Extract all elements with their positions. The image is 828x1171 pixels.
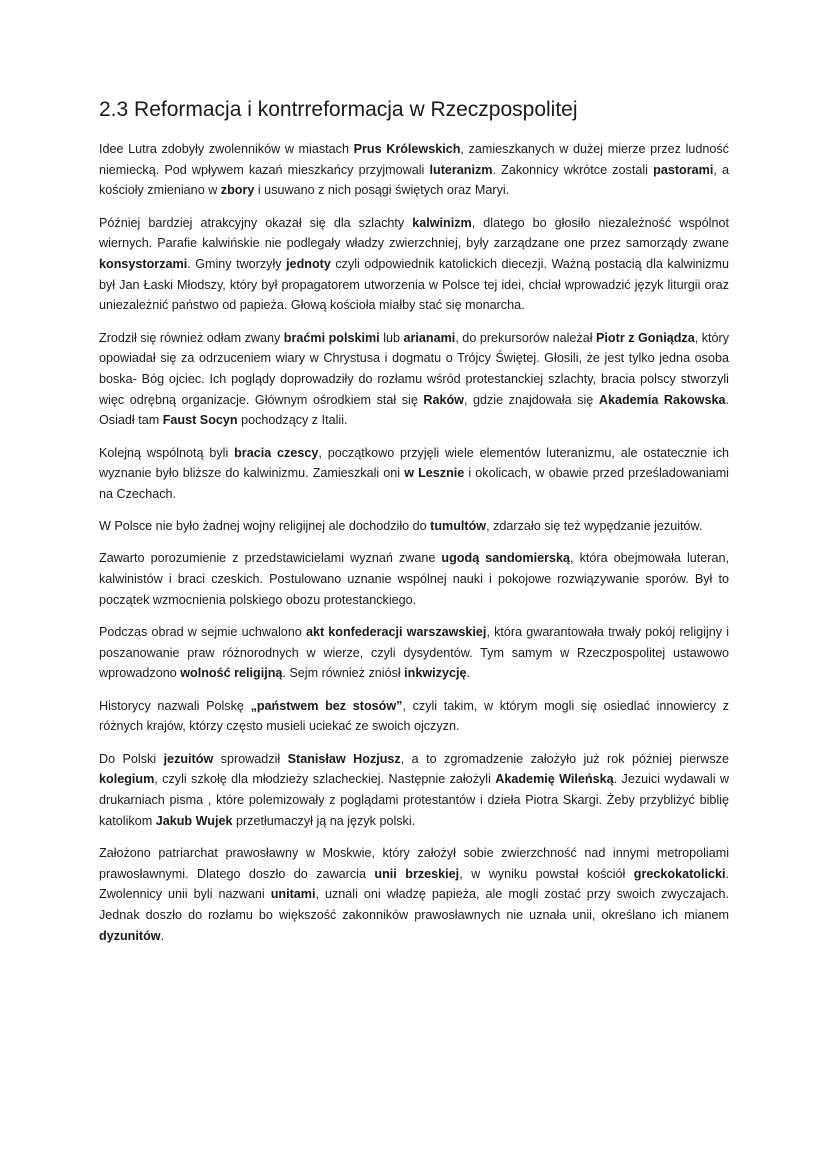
text-run: Podczas obrad w sejmie uchwalono [99, 625, 306, 640]
text-run: , czyli szkołę dla młodzieży szlacheckiej. Następnie założyli [154, 772, 496, 787]
text-run: Zrodził się również odłam zwany [99, 330, 284, 345]
paragraph-9 [99, 749, 729, 832]
bold-term: unii brzeskiej [374, 866, 460, 881]
text-run: , która obejmowała luteran, kalwinistów i braci czeskich. Postulowano uznanie wspólnej nauki i pokojowe rozwiązywanie sporów. Był to początek wzmocnienia polskiego obozu protestanckiego. [99, 551, 729, 607]
bold-term: Akademia Rakowska [598, 392, 726, 407]
paragraph-6 [99, 548, 729, 610]
paragraph-3 [99, 328, 729, 432]
text-run: Kolejną wspólnotą byli [99, 445, 235, 460]
text-run: Historycy nazwali Polskę [99, 698, 251, 713]
text-run: , do prekursorów należał [455, 330, 597, 345]
bold-term: Piotr z Goniądza [596, 330, 695, 345]
text-run: pochodzący z Italii. [237, 413, 348, 428]
text-run: , która gwarantowała trwały pokój religijny i poszanowanie praw różnorodnych w wierze, czyli dysydentów. Tym samym w Rzeczpospolitej ustawowo wprowadzono [99, 625, 729, 681]
text-run: . Zakonnicy wkrótce zostali [492, 162, 654, 177]
bold-term: Faust Socyn [162, 413, 238, 428]
text-run: Do Polski [99, 751, 164, 766]
bold-term: ugodą sandomierską [441, 551, 570, 566]
bold-term: Akademię Wileńską [495, 772, 614, 787]
text-run: Później bardziej atrakcyjny okazał się dla szlachty [99, 215, 413, 230]
text-run: i usuwano z nich posągi świętych oraz Maryi. [254, 183, 510, 198]
text-run: , w wyniku powstał kościół [459, 866, 634, 881]
bold-term: greckokatolicki [633, 866, 726, 881]
paragraph-5 [99, 516, 729, 537]
bold-term: arianami [403, 330, 456, 345]
document-body [99, 139, 729, 946]
text-run: Idee Lutra zdobyły zwolenników w miastach [99, 142, 354, 156]
bold-term: bracia czescy [234, 445, 319, 460]
text-run: . [160, 928, 165, 943]
bold-term: wolność religijną [180, 666, 283, 681]
text-run: W Polsce nie było żadnej wojny religijnej ale dochodziło do [99, 519, 431, 534]
text-run: . Osiadł tam [99, 392, 729, 428]
text-run: . Gminy tworzyły [187, 257, 287, 272]
bold-term: zbory [220, 183, 255, 198]
bold-term: braćmi polskimi [283, 330, 380, 345]
text-run: , zdarzało się też wypędzanie jezuitów. [486, 519, 703, 534]
bold-term: w Lesznie [404, 466, 465, 481]
paragraph-1 [99, 139, 729, 201]
bold-term: „państwem bez stosów” [250, 698, 403, 713]
bold-term: tumultów [430, 519, 487, 534]
text-run: . [466, 666, 470, 681]
bold-term: kalwinizm [412, 215, 472, 230]
text-run: lub [379, 330, 404, 345]
text-run: przetłumaczył ją na język polski. [232, 813, 416, 828]
bold-term: jezuitów [163, 751, 214, 766]
bold-term: dyzunitów [99, 928, 161, 943]
paragraph-8 [99, 696, 729, 737]
text-run: . Zwolennicy unii byli nazwani [99, 866, 729, 902]
text-run: , a to zgromadzenie założyło już rok później pierwsze [400, 751, 730, 766]
text-run: , czyli takim, w którym mogli się osiedlać innowiercy z różnych krajów, którzy często musieli uciekać ze swoich ojczyzn. [99, 698, 729, 734]
text-run: , a kościoły zmieniano w [99, 162, 729, 198]
bold-term: akt konfederacji warszawskiej [305, 625, 487, 640]
paragraph-2 [99, 213, 729, 317]
paragraph-7 [99, 622, 729, 684]
text-run: Zawarto porozumienie z przedstawicielami wyznań zwane [99, 551, 442, 566]
bold-term: jednoty [286, 257, 331, 272]
bold-term: luteranizm [429, 162, 493, 177]
bold-term: Jakub Wujek [155, 813, 233, 828]
bold-term: Stanisław Hozjusz [287, 751, 401, 766]
paragraph-4 [99, 443, 729, 505]
text-run: i okolicach, w obawie przed prześladowaniami na Czechach. [99, 466, 729, 502]
bold-term: konsystorzami [99, 257, 188, 272]
text-run: . Jezuici wydawali w drukarniach pisma , które polemizowały z poglądami protestantów i dzieła Piotra Skargi. Żeby przybliżyć biblię katolikom [99, 772, 729, 828]
text-run: , początkowo przyjęli wiele elementów luteranizmu, ale ostatecznie ich wyznanie było bliższe do kalwinizmu. Zamieszkali oni [99, 445, 730, 481]
text-run: , uznali oni władzę papieża, ale mogli zostać przy swoich zwyczajach. Jednak doszło do rozłamu bo większość zakonników prawosławnych nie uznała unii, określano ich mianem [99, 887, 729, 922]
text-run: , gdzie znajdowała się [463, 392, 599, 407]
bold-term: inkwizycję [404, 666, 467, 681]
bold-term: kolegium [99, 772, 155, 787]
text-run: , zamieszkanych w dużej mierze przez ludność niemiecką. Pod wpływem kazań mieszkańcy przyjmowali [99, 142, 729, 177]
page-title: 2.3 Reformacja i kontrreformacja w Rzeczpospolitej [99, 98, 578, 121]
bold-term: Prus Królewskich [353, 142, 461, 156]
bold-term: unitami [270, 887, 316, 902]
text-run: , dlatego bo głosiło niezależność wspólnot wiernych. Parafie kalwińskie nie podlegały władzy zwierzchniej, były zarządzane one przez samorządy zwane [99, 215, 729, 251]
bold-term: Raków [423, 392, 464, 407]
text-run: . Sejm również zniósł [282, 666, 405, 681]
text-run: sprowadził [213, 751, 288, 766]
paragraph-10 [99, 843, 729, 947]
text-run: Założono patriarchat prawosławny w Moskwie, który założył sobie zwierzchność nad innymi metropoliami prawosławnymi. Dlatego doszło do zawarcia [99, 845, 729, 881]
text-run: , który opowiadał się za odrzuceniem wiary w Chrystusa i dogmatu o Trójcy Świętej. Głosili, że jest tylko jedna osoba boska- Bóg ojciec. Ich poglądy doprowadziły do rozłamu wśród protestanckiej szlachty, bracia polscy stworzyli więc odrębną organizacje. Głównym ośrodkiem stał się [99, 330, 729, 407]
text-run: czyli odpowiednik katolickich diecezji. Ważną postacią dla kalwinizmu był Jan Łaski Młodszy, który był propagatorem utworzenia w Polsce tej idei, chciał wprowadzić język liturgii oraz uniezależnić państwo od papieża. Głową kościoła miałby stać się monarcha. [99, 257, 729, 313]
bold-term: pastorami [653, 162, 714, 177]
